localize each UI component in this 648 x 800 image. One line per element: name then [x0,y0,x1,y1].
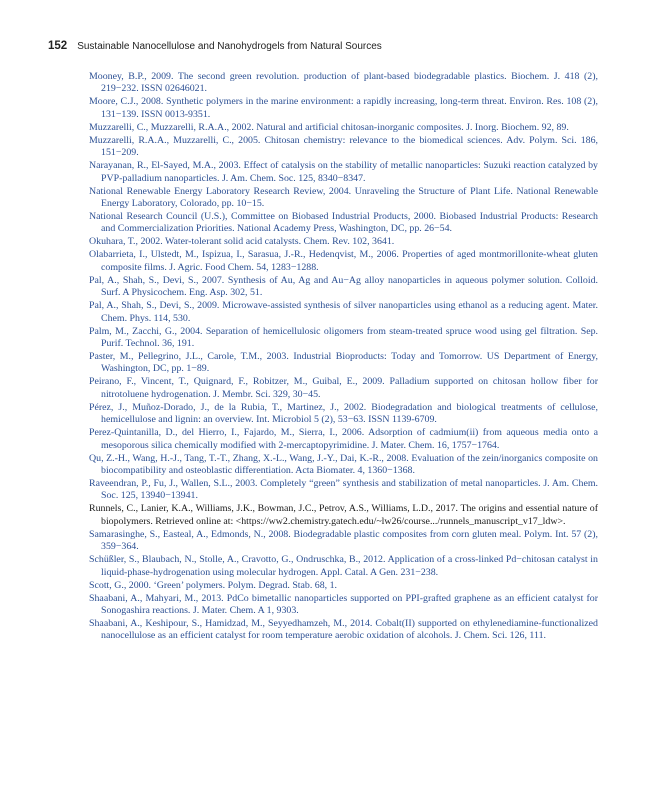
reference-item[interactable]: National Renewable Energy Laboratory Research Review, 2004. Unraveling the Structure of Plant Life. National Renewable Energy Laboratory, Colorado, pp. 10−15. [89,185,598,210]
reference-item[interactable]: Olabarrieta, I., Ulstedt, M., Ispizua, I., Sarasua, J.-R., Hedenqvist, M., 2006. Properties of aged montmorillonite-wheat gluten composite films. J. Agric. Food Chem. 54, 1283−1288. [89,249,598,273]
reference-item: Runnels, C., Lanier, K.A., Williams, J.K., Bowman, J.C., Petrov, A.S., Williams, L.D., 2017. The origins and essential nature of biopolymers. Retrieved online at: <https://ww2.chemistry.gatech.edu/~lw26/course.../runnels_manuscript_v17_ldw>. [89,503,598,527]
reference-item[interactable]: Okuhara, T., 2002. Water-tolerant solid acid catalysts. Chem. Rev. 102, 3641. [89,236,395,248]
reference-item[interactable]: Pal, A., Shah, S., Devi, S., 2007. Synthesis of Au, Ag and Au−Ag alloy nanoparticles in aqueous polymer solution. Colloid. Surf. A Physicochem. Eng. Asp. 302, 51. [89,274,598,299]
reference-item[interactable]: Samarasinghe, S., Easteal, A., Edmonds, N., 2008. Biodegradable plastic composites from corn gluten meal. Polym. Int. 57 (2), 359−364. [89,528,598,553]
reference-item[interactable]: National Research Council (U.S.), Committee on Biobased Industrial Products, 2000. Biobased Industrial Products: Research and Commercialization Priorities. National Academy Press, Washington, DC, pp. 26−54. [89,210,598,235]
reference-item[interactable]: Pal, A., Shah, S., Devi, S., 2009. Microwave-assisted synthesis of silver nanoparticles using ethanol as a reducing agent. Mater. Chem. Phys. 114, 530. [89,300,598,324]
reference-item[interactable]: Peirano, F., Vincent, T., Quignard, F., Robitzer, M., Guibal, E., 2009. Palladium supported on chitosan hollow fiber for nitrotoluene hydrogenation. J. Membr. Sci. 329, 30−45. [89,376,598,400]
reference-item[interactable]: Qu, Z.-H., Wang, H.-J., Tang, T.-T., Zhang, X.-L., Wang, J.-Y., Dai, K.-R., 2008. Evaluation of the zein/inorganics composite on biocompatibility and osteoblastic differentiation. Acta Biomater. 4, 1360−1368. [89,452,598,477]
reference-item[interactable]: Narayanan, R., El-Sayed, M.A., 2003. Effect of catalysis on the stability of metallic nanoparticles: Suzuki reaction catalyzed by PVP-palladium nanoparticles. J. Am. Chem. Soc. 125, 8340−8347. [89,160,598,184]
reference-list [89,71,598,643]
reference-item[interactable]: Shaabani, A., Keshipour, S., Hamidzad, M., Seyyedhamzeh, M., 2014. Cobalt(II) supported on ethylenediamine-functionalized nanocellulose as an efficient catalyst for room temperature aerobic oxidation of alcohols. J. Chem. Sci. 126, 111. [89,617,598,642]
reference-item[interactable]: Paster, M., Pellegrino, J.L., Carole, T.M., 2003. Industrial Bioproducts: Today and Tomorrow. US Department of Energy, Washington, DC, pp. 1−89. [89,350,598,375]
reference-item[interactable]: Raveendran, P., Fu, J., Wallen, S.L., 2003. Completely “green” synthesis and stabilization of metal nanoparticles. J. Am. Chem. Soc. 125, 13940−13941. [89,478,598,502]
reference-item[interactable]: Palm, M., Zacchi, G., 2004. Separation of hemicellulosic oligomers from steam-treated spruce wood using gel filtration. Sep. Purif. Technol. 36, 191. [89,325,598,350]
reference-item[interactable]: Schüßler, S., Blaubach, N., Stolle, A., Cravotto, G., Ondruschka, B., 2012. Application of a cross-linked Pd−chitosan catalyst in liquid-phase-hydrogenation using molecular hydrogen. Appl. Catal. A Gen. 231−238. [89,554,598,578]
reference-item[interactable]: Pérez, J., Muñoz-Dorado, J., de la Rubia, T., Martinez, J., 2002. Biodegradation and biological treatments of cellulose, hemicellulose and lignin: an overview. Int. Microbiol 5 (2), 53−63. ISSN 1139-6709. [89,401,598,426]
page-number: 152 [48,40,68,52]
reference-item[interactable]: Mooney, B.P., 2009. The second green revolution. production of plant-based biodegradable plastics. Biochem. J. 418 (2), 219−232. ISSN 02646021. [89,71,598,95]
reference-item[interactable]: Scott, G., 2000. ‘Green’ polymers. Polym. Degrad. Stab. 68, 1. [89,579,338,591]
reference-item[interactable]: Perez-Quintanilla, D., del Hierro, I., Fajardo, M., Sierra, I., 2006. Adsorption of cadmium(ii) from aqueous media onto a mesoporous silica chemically modified with 2-mercaptopyrimidine. J. Mater. Chem. 16, 1757−1764. [89,427,598,451]
running-header [48,40,382,52]
reference-item[interactable]: Muzzarelli, R.A.A., Muzzarelli, C., 2005. Chitosan chemistry: relevance to the biomedical sciences. Adv. Polym. Sci. 186, 151−209. [89,134,598,159]
reference-item[interactable]: Shaabani, A., Mahyari, M., 2013. PdCo bimetallic nanoparticles supported on PPI-grafted graphene as an efficient catalyst for Sonogashira reactions. J. Mater. Chem. A 1, 9303. [89,592,598,617]
reference-item[interactable]: Muzzarelli, C., Muzzarelli, R.A.A., 2002. Natural and artificial chitosan-inorganic composites. J. Inorg. Biochem. 92, 89. [89,121,569,133]
book-title: Sustainable Nanocellulose and Nanohydrogels from Natural Sources [77,41,382,52]
reference-item[interactable]: Moore, C.J., 2008. Synthetic polymers in the marine environment: a rapidly increasing, long-term threat. Environ. Res. 108 (2), 131−139. ISSN 0013-9351. [89,96,598,120]
